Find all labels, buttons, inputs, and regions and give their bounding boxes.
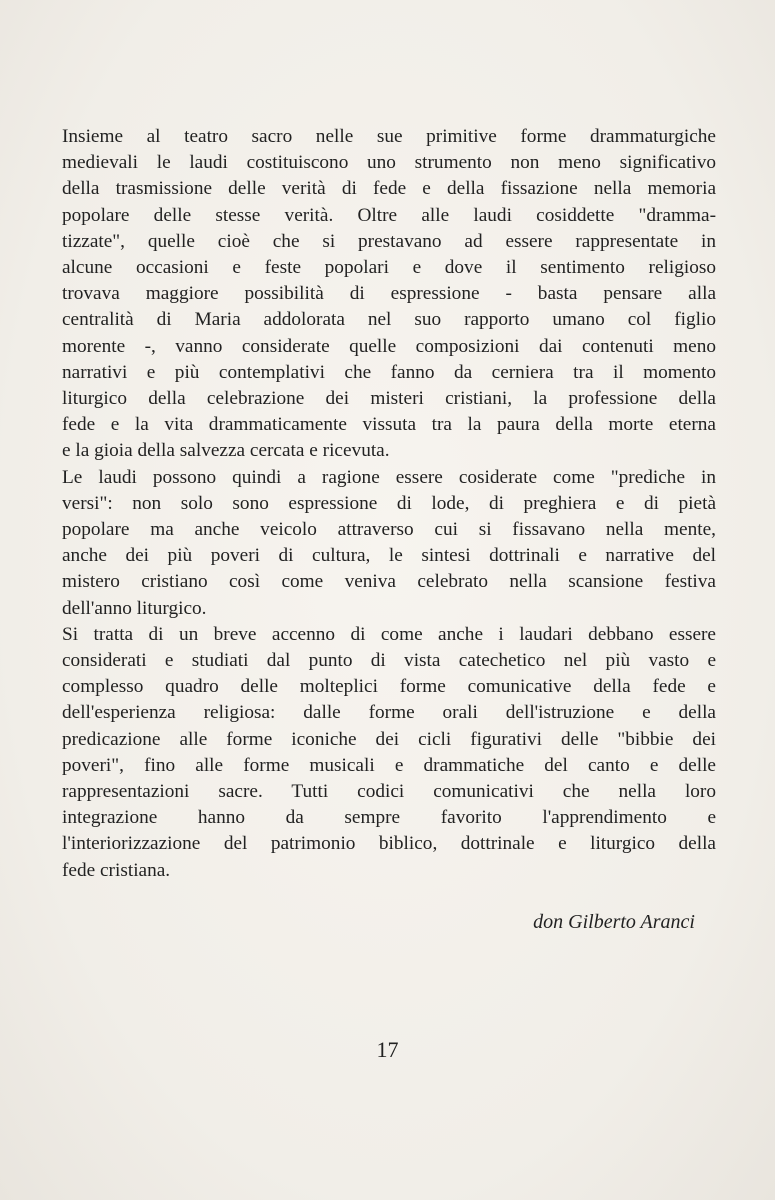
text-line: Si tratta di un breve accenno di come anche i laudari debbano essere bbox=[62, 623, 716, 645]
text-line: fede cristiana. bbox=[62, 859, 171, 881]
page-number: 17 bbox=[376, 1037, 399, 1062]
text-line: considerati e studiati dal punto di vista catechetico nel più vasto e bbox=[62, 650, 716, 672]
text-line: fede e la vita drammaticamente vissuta tra la paura della morte eterna bbox=[62, 414, 716, 436]
text-line: poveri", fino alle forme musicali e drammatiche del canto e delle bbox=[62, 754, 716, 776]
text-line: popolare ma anche veicolo attraverso cui si fissavano nella mente, bbox=[62, 519, 716, 541]
text-line: complesso quadro delle molteplici forme comunicative della fede e bbox=[62, 676, 716, 698]
text-line: anche dei più poveri di cultura, le sintesi dottrinali e narrative del bbox=[62, 545, 716, 567]
text-line: tizzate", quelle cioè che si prestavano ad essere rappresentate in bbox=[62, 230, 716, 252]
text-line: popolare delle stesse verità. Oltre alle laudi cosiddette "dramma- bbox=[62, 204, 716, 226]
text-line: Le laudi possono quindi a ragione essere cosiderate come "prediche in bbox=[62, 466, 716, 488]
text-line: centralità di Maria addolorata nel suo rapporto umano col figlio bbox=[62, 309, 716, 331]
text-line: medievali le laudi costituiscono uno strumento non meno significativo bbox=[62, 152, 716, 174]
text-line: e la gioia della salvezza cercata e ricevuta. bbox=[62, 440, 390, 462]
text-line: mistero cristiano così come veniva celebrato nella scansione festiva bbox=[62, 571, 716, 593]
text-line: narrativi e più contemplativi che fanno da cerniera tra il momento bbox=[62, 361, 716, 383]
text-line: morente -, vanno considerate quelle composizioni dai contenuti meno bbox=[62, 335, 716, 357]
body-text bbox=[62, 124, 716, 884]
text-line: predicazione alle forme iconiche dei cicli figurativi delle "bibbie dei bbox=[62, 728, 716, 750]
text-line: liturgico della celebrazione dei misteri cristiani, la professione della bbox=[62, 388, 716, 410]
text-line: dell'esperienza religiosa: dalle forme orali dell'istruzione e della bbox=[62, 702, 716, 724]
text-line: integrazione hanno da sempre favorito l'apprendimento e bbox=[62, 807, 716, 829]
text-line: dell'anno liturgico. bbox=[62, 597, 207, 619]
text-line: Insieme al teatro sacro nelle sue primitive forme drammaturgiche bbox=[62, 126, 716, 147]
text-line: alcune occasioni e feste popolari e dove il sentimento religioso bbox=[62, 257, 716, 279]
text-line: versi": non solo sono espressione di lode, di preghiera e di pietà bbox=[62, 492, 716, 514]
text-line: rappresentazioni sacre. Tutti codici comunicativi che nella loro bbox=[62, 781, 716, 803]
text-line: trovava maggiore possibilità di espressione - basta pensare alla bbox=[62, 283, 716, 305]
text-line: l'interiorizzazione del patrimonio biblico, dottrinale e liturgico della bbox=[62, 833, 716, 855]
text-line: della trasmissione delle verità di fede e della fissazione nella memoria bbox=[62, 178, 716, 200]
author-signature: don Gilberto Aranci bbox=[533, 911, 695, 933]
